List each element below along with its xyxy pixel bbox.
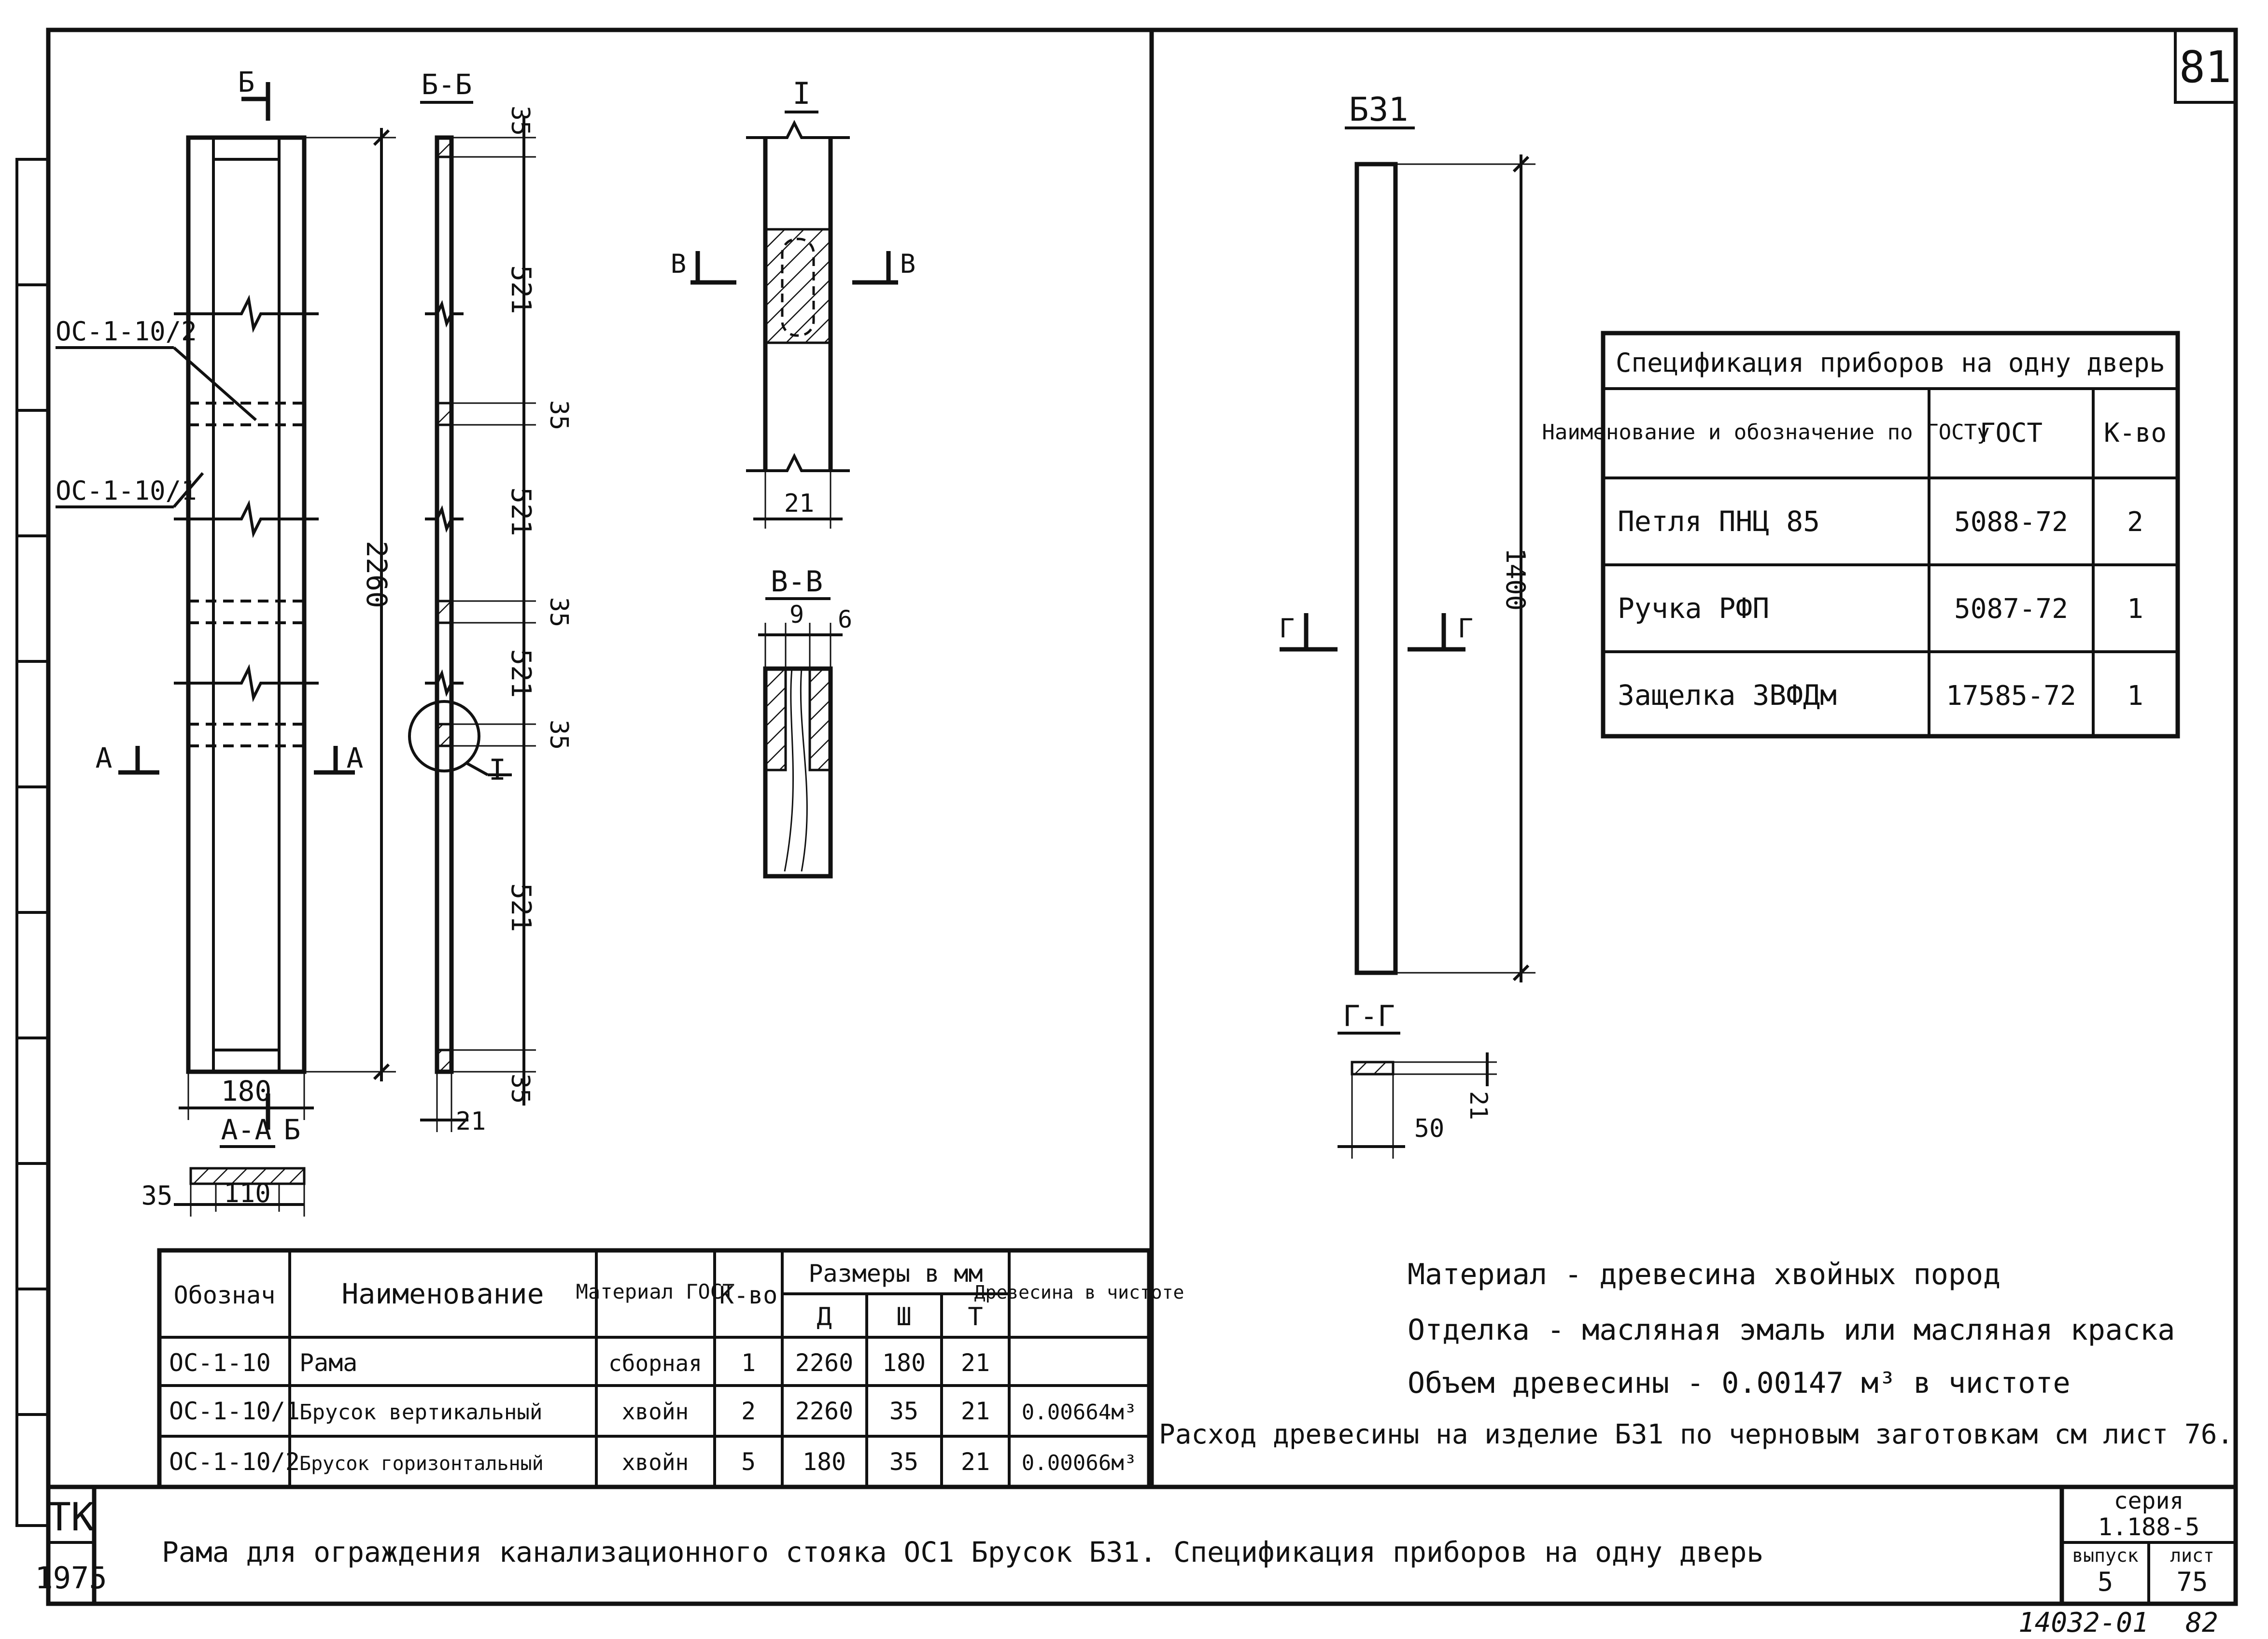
section-vv-title: В-В (770, 565, 823, 599)
parts-r3-d: 180 (802, 1448, 846, 1476)
bb-dim-8: 521 (505, 883, 536, 932)
parts-header-material: Материал ГОСТ (576, 1280, 735, 1303)
parts-r3-t: 21 (960, 1448, 990, 1476)
parts-r2-d: 2260 (795, 1397, 854, 1425)
spec-row-2-qty: 1 (2127, 593, 2143, 625)
bb-detail-label: I (488, 753, 507, 787)
corner-number: 81 (2179, 42, 2232, 93)
parts-r3-name: Брусок горизонтальный (299, 1453, 544, 1475)
section-vv-dim-b: 6 (837, 605, 853, 633)
spec-row-1-name: Петля ПНЦ 85 (1618, 505, 1820, 538)
note-consumption: Расход древесины на изделие Б31 по черновым заготовкам см лист 76. (1159, 1419, 2234, 1450)
corner-number-box (2175, 30, 2236, 102)
parts-r3-qty: 5 (741, 1448, 756, 1476)
bb-dim-6: 521 (505, 649, 536, 698)
spec-header-qty: К-во (2103, 418, 2167, 448)
section-gg-thickness-dim: 21 (1465, 1091, 1493, 1121)
callout-oc-1-10-2: ОС-1-10/2 (56, 316, 197, 347)
parts-r1-qty: 1 (741, 1349, 756, 1377)
title-org: ТК (47, 1495, 95, 1540)
parts-header-w: Ш (896, 1303, 912, 1331)
section-aa-title: А-А (221, 1113, 272, 1146)
spec-table (1542, 333, 2178, 736)
title-sheet-value: 75 (2176, 1567, 2208, 1597)
footer-handwritten-page: 82 (2185, 1607, 2218, 1639)
spec-row-2-name: Ручка РФП (1618, 592, 1770, 625)
title-year: 1975 (35, 1560, 107, 1596)
title-issue-label: выпуск (2072, 1545, 2139, 1566)
spec-header-name: Наименование и обозначение по ГОСТу (1542, 420, 1990, 445)
note-volume: Объем древесины - 0.00147 м³ в чистоте (1408, 1366, 2071, 1400)
parts-r1-name: Рама (299, 1349, 358, 1377)
parts-header-name: Наименование (341, 1277, 544, 1310)
parts-r3-designation: ОС-1-10/2 (169, 1448, 300, 1476)
parts-r1-w: 180 (882, 1349, 926, 1377)
section-bb-title: Б-Б (421, 68, 472, 101)
bar-b31-length-dim: 1400 (1500, 547, 1531, 611)
parts-r2-material: хвойн (621, 1399, 689, 1425)
parts-r2-qty: 2 (741, 1397, 756, 1425)
notes-block (1159, 1258, 2233, 1450)
parts-r2-t: 21 (960, 1397, 990, 1425)
detail-i-section-left: В (670, 249, 687, 279)
parts-header-wood: Древесина в чистоте (974, 1282, 1184, 1303)
parts-r1-material: сборная (608, 1350, 702, 1376)
parts-r2-wood: 0.00664м³ (1021, 1400, 1137, 1425)
title-block (35, 1487, 2236, 1604)
bar-b31-section-right: Г (1457, 613, 1474, 644)
section-aa-dim-left: 35 (141, 1180, 173, 1211)
spec-row-2-gost: 5087-72 (1954, 593, 2069, 625)
bb-dim-7: 35 (544, 719, 573, 750)
section-gg-width-dim: 50 (1414, 1114, 1445, 1143)
parts-header-qty: К-во (719, 1281, 778, 1309)
parts-r1-d: 2260 (795, 1349, 854, 1377)
bb-dim-3: 35 (544, 400, 573, 431)
parts-header-t: Т (968, 1303, 983, 1331)
spec-header-gost: ГОСТ (1979, 418, 2043, 448)
detail-i-width-dim: 21 (784, 489, 815, 518)
parts-table (159, 1250, 1184, 1487)
parts-r2-designation: ОС-1-10/1 (169, 1397, 300, 1425)
section-b-label-bottom: Б (283, 1113, 301, 1146)
spec-row-3-name: Защелка ЗВФДм (1618, 679, 1837, 712)
note-material: Материал - древесина хвойных пород (1408, 1258, 2001, 1291)
bb-dim-1: 35 (506, 105, 535, 136)
parts-header-d: Д (817, 1303, 832, 1331)
title-series-value: 1.188-5 (2098, 1513, 2200, 1541)
title-series-label: серия (2113, 1487, 2184, 1514)
bar-b31-section-left: Г (1279, 613, 1295, 644)
parts-r3-wood: 0.00066м³ (1021, 1451, 1137, 1475)
parts-header-designation: Обознач (173, 1281, 276, 1309)
parts-r2-w: 35 (889, 1397, 919, 1425)
section-gg (1338, 999, 1497, 1159)
parts-r2-name: Брусок вертикальный (299, 1400, 543, 1425)
parts-r1-designation: ОС-1-10 (169, 1349, 271, 1377)
section-bb (409, 68, 573, 1136)
section-vv-dim-a: 9 (789, 601, 804, 629)
spec-row-3-qty: 1 (2127, 680, 2143, 712)
frame-width-dim: 180 (221, 1075, 272, 1107)
section-aa-dim-width: 110 (224, 1178, 271, 1208)
bb-dim-5: 35 (544, 597, 573, 628)
parts-r3-w: 35 (889, 1448, 919, 1476)
spec-table-title: Спецификация приборов на одну дверь (1616, 348, 2165, 378)
note-finish: Отделка - масляная эмаль или масляная краска (1408, 1313, 2175, 1347)
spec-row-1-gost: 5088-72 (1954, 506, 2069, 538)
spec-row-1-qty: 2 (2127, 506, 2143, 538)
callout-oc-1-10-1: ОС-1-10/1 (56, 476, 197, 506)
section-b-label-top: Б (238, 66, 255, 98)
detail-i (671, 76, 916, 529)
detail-i-title: I (792, 76, 811, 111)
footer-handwritten-code: 14032-01 (2018, 1607, 2149, 1639)
bb-dim-9: 35 (506, 1073, 535, 1104)
title-issue-value: 5 (2097, 1567, 2113, 1597)
parts-header-sizes: Размеры в мм (808, 1260, 983, 1288)
title-main: Рама для ограждения канализационного стояка ОС1 Брусок Б31. Спецификация приборов на одну дверь (162, 1536, 1764, 1569)
section-vv (758, 565, 852, 876)
detail-i-section-right: В (900, 249, 916, 279)
bb-dim-4: 521 (505, 487, 536, 536)
title-sheet-label: лист (2170, 1545, 2214, 1566)
section-gg-title: Г-Г (1342, 999, 1395, 1033)
section-aa (141, 1113, 304, 1217)
section-a-label-right: А (346, 742, 364, 774)
frame-height-dim: 2260 (360, 541, 393, 608)
bb-dim-2: 521 (505, 265, 536, 314)
bb-bottom-dim: 21 (455, 1107, 486, 1136)
spec-row-3-gost: 17585-72 (1946, 680, 2076, 712)
bar-b31-view (1279, 91, 1535, 982)
parts-r1-t: 21 (960, 1349, 990, 1377)
frame-elevation-view (56, 66, 396, 1146)
section-a-label-left: А (95, 742, 113, 774)
bar-b31-title: Б31 (1349, 91, 1409, 129)
parts-r3-material: хвойн (621, 1449, 689, 1475)
